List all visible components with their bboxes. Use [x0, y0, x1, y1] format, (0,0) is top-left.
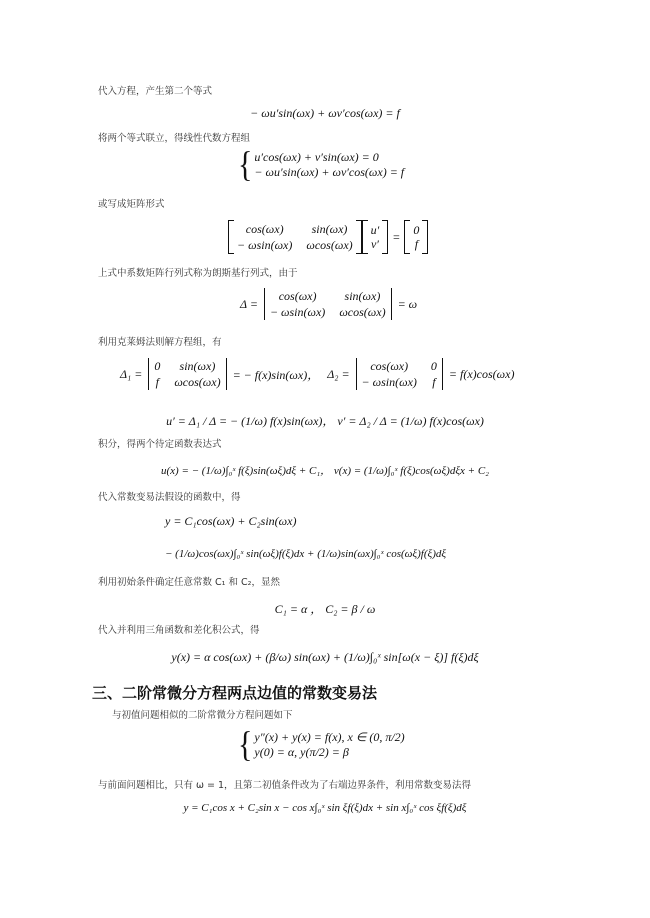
- delta-rhs: = ω: [397, 296, 418, 311]
- equation-constants: C₁ = α ， C₂ = β / ω: [274, 602, 376, 616]
- delta2-a11: cos(ωx): [370, 359, 409, 373]
- matrix-equation: [228, 220, 428, 258]
- delta-a11: cos(ωx): [278, 289, 317, 303]
- delta2-a12: 0: [430, 359, 437, 373]
- cramer-determinants: [120, 358, 514, 390]
- delta2-a22: f: [432, 375, 436, 389]
- paragraph-3: 或写成矩阵形式: [98, 199, 165, 210]
- matrix-a11: cos(ωx): [245, 222, 284, 236]
- matrix-a22: ωcos(ωx): [306, 238, 353, 252]
- paragraph-7: 代入常数变易法假设的函数中，得: [98, 492, 241, 503]
- delta2-rhs: = f(x)cos(ωx): [448, 366, 515, 381]
- paragraph-1: 代入方程，产生第二个等式: [98, 86, 213, 97]
- equation-u-v-prime: u′ = Δ₁ / Δ = − (1/ω) f(x)sin(ωx)， v′ = Δ₂ / Δ = (1/ω) f(x)cos(ωx): [166, 414, 484, 428]
- equation-system-2: [238, 724, 405, 765]
- vector-u: u′: [370, 223, 380, 237]
- delta2-a21: − ωsin(ωx): [361, 375, 417, 389]
- vector-v: v′: [370, 237, 379, 251]
- equation-solution: y(x) = α cos(ωx) + (β/ω) sin(ωx) + (1/ω)∫₀ˣ sin[ω(x − ξ)] f(ξ)dξ: [171, 650, 479, 664]
- matrix-equals: =: [392, 229, 401, 244]
- delta-a21: − ωsin(ωx): [269, 305, 326, 319]
- delta1-a22: ωcos(ωx): [174, 375, 221, 389]
- delta1-a12: sin(ωx): [179, 359, 216, 373]
- paragraph-8: 利用初始条件确定任意常数 C₁ 和 C₂，显然: [98, 577, 280, 588]
- system-2-row-1: y″(x) + y(x) = f(x), x ∈ (0, π/2): [254, 730, 405, 744]
- delta-lhs: Δ =: [240, 296, 258, 311]
- paragraph-5: 利用克莱姆法则解方程组，有: [98, 337, 222, 348]
- equation-final: y = C₁cos x + C₂sin x − cos x∫₀ˣ sin ξf(ξ)dx + sin x∫₀ˣ cos ξf(ξ)dξ: [183, 802, 467, 814]
- paragraph-6: 积分，得两个待定函数表达式: [98, 439, 222, 450]
- vector-r2: f: [414, 237, 419, 251]
- paragraph-4: 上式中系数矩阵行列式称为朗斯基行列式，由于: [98, 268, 298, 279]
- paragraph-2: 将两个等式联立，得线性代数方程组: [98, 133, 251, 144]
- matrix-a12: sin(ωx): [311, 222, 348, 236]
- vector-r1: 0: [413, 223, 420, 237]
- paragraph-10: 与初值问题相似的二阶常微分方程问题如下: [112, 710, 293, 721]
- left-brace-icon: {: [238, 144, 253, 185]
- equation-y-part-1: y = C₁cos(ωx) + C₂sin(ωx): [165, 514, 297, 528]
- equation-system-1: [238, 144, 405, 185]
- delta-a12: sin(ωx): [344, 289, 381, 303]
- section-heading: 三、二阶常微分方程两点边值的常数变易法: [92, 684, 378, 702]
- matrix-a21: − ωsin(ωx): [237, 238, 293, 252]
- delta1-a11: 0: [154, 359, 161, 373]
- delta-a22: ωcos(ωx): [339, 305, 386, 319]
- equation-integrals: u(x) = − (1/ω)∫₀ˣ f(ξ)sin(ωξ)dξ + C₁， v(x) = (1/ω)∫₀ˣ f(ξ)cos(ωξ)dξx + C₂: [160, 465, 489, 477]
- equation-y-part-2: − (1/ω)cos(ωx)∫₀ˣ sin(ωξ)f(ξ)dx + (1/ω)sin(ωx)∫₀ˣ cos(ωξ)f(ξ)dξ: [165, 548, 447, 560]
- wronskian-equation: [240, 288, 417, 320]
- delta1-a21: f: [155, 375, 159, 389]
- left-brace-icon: {: [238, 724, 253, 765]
- system-1-row-2: − ωu′sin(ωx) + ωv′cos(ωx) = f: [254, 165, 405, 179]
- delta2-lhs: Δ₂ =: [327, 366, 350, 381]
- paragraph-9: 代入并利用三角函数和差化积公式，得: [98, 625, 260, 636]
- equation-1: − ωu′sin(ωx) + ωv′cos(ωx) = f: [250, 106, 400, 120]
- system-1-row-1: u′cos(ωx) + v′sin(ωx) = 0: [254, 150, 379, 164]
- delta1-lhs: Δ₁ =: [120, 366, 143, 381]
- system-2-row-2: y(0) = α, y(π/2) = β: [254, 745, 349, 759]
- paragraph-11: 与前面问题相比，只有 ω = 1，且第二初值条件改为了右端边界条件，利用常数变易法得: [98, 780, 472, 791]
- delta1-rhs: = − f(x)sin(ωx)，: [232, 367, 320, 382]
